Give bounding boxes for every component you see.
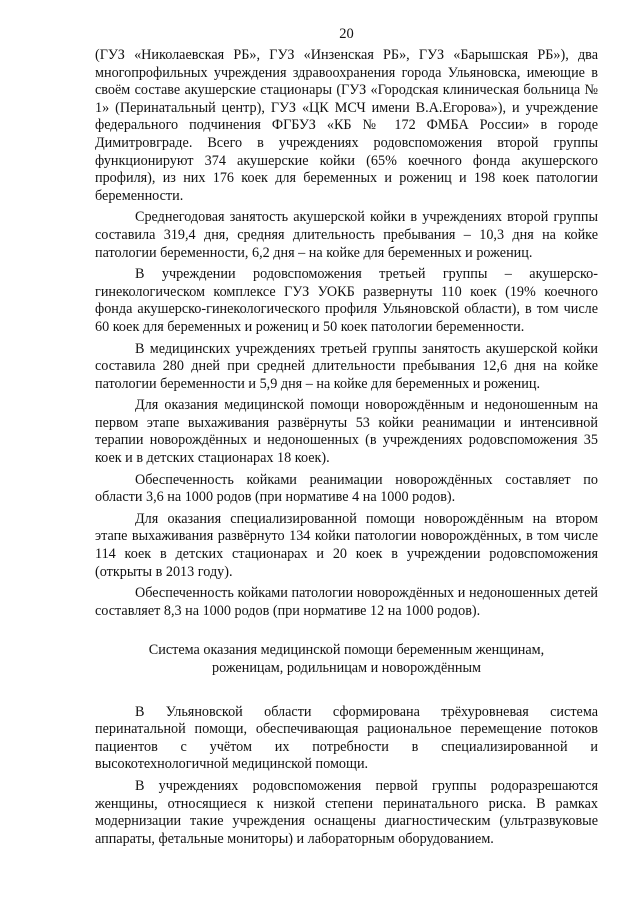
paragraph-1: (ГУЗ «Николаевская РБ», ГУЗ «Инзенская РБ», ГУЗ «Барышская РБ»), два многопрофильных учреждения здравоохранения города Ульяновска, имеющие в своём составе акушерские стационары (ГУЗ «Городская клиническая больница № 1» (Перинатальный центр), ГУЗ «ЦК МСЧ имени В.А.Егорова»), и учреждение федерального подчинения ФГБУЗ «КБ № 172 ФМБА России» в городе Димитровграде. Всего в учреждениях родовспоможения второй группы функционируют 374 акушерские койки (65% коечного фонда акушерского профиля), из них 176 коек для беременных и рожениц и 198 коек патологии беременности. <box>95 47 598 204</box>
section-heading-line-1: Система оказания медицинской помощи беременным женщинам, <box>148 642 545 659</box>
paragraph-6: Обеспеченность койками реанимации новорождённых составляет по области 3,6 на 1000 родов (при нормативе 4 на 1000 родов). <box>95 471 598 506</box>
section-heading-line-2: роженицам, родильницам и новорождённым <box>211 660 481 676</box>
paragraph-4: В медицинских учреждениях третьей группы занятость акушерской койки составила 280 дней при средней длительности пребывания 12,6 дня на койке патологии беременности и 5,9 дня – на койке для беременных и рожениц. <box>95 340 598 392</box>
paragraph-9: В Ульяновской области сформирована трёхуровневая система перинатальной помощи, обеспечивающая рациональное перемещение потоков пациентов с учётом их потребности в специализированной и высокотехнологичной медицинской помощи. <box>95 703 598 773</box>
page-number: 20 <box>339 26 354 42</box>
section-heading <box>95 642 598 677</box>
paragraph-3: В учреждении родовспоможения третьей группы – акушерско-гинекологическом комплексе ГУЗ УОКБ развернуты 110 коек (19% коечного фонда акушерско-гинекологического профиля Ульяновской области), в том числе 60 коек для беременных и рожениц и 50 коек патологии беременности. <box>95 266 598 335</box>
paragraph-10: В учреждениях родовспоможения первой группы родоразрешаются женщины, относящиеся к низкой степени перинатального риска. В рамках модернизации такие учреждения оснащены диагностическим (ультразвуковые аппараты, фетальные мониторы) и лабораторным оборудованием. <box>95 777 598 847</box>
paragraph-2: Среднегодовая занятость акушерской койки в учреждениях второй группы составила 319,4 дня, средняя длительность пребывания – 10,3 дня на койке патологии беременности, 6,2 дня – на койке для беременных и рожениц. <box>95 209 598 261</box>
paragraph-7: Для оказания специализированной помощи новорождённым на втором этапе выхаживания развёрнуто 134 койки патологии новорождённых, в том числе 114 коек в детских стационарах и 20 коек в учреждении родовспоможения (открыты в 2013 году). <box>95 510 598 580</box>
paragraph-8: Обеспеченность койками патологии новорождённых и недоношенных детей составляет 8,3 на 1000 родов (при нормативе 12 на 1000 родов). <box>95 585 598 619</box>
document-page <box>95 26 598 848</box>
paragraph-5: Для оказания медицинской помощи новорождённым и недоношенным на первом этапе выхаживания развёрнуты 53 койки реанимации и интенсивной терапии новорождённых и недоношенных (в учреждениях родовспоможения 35 коек и в детских стационарах 18 коек). <box>95 397 598 467</box>
